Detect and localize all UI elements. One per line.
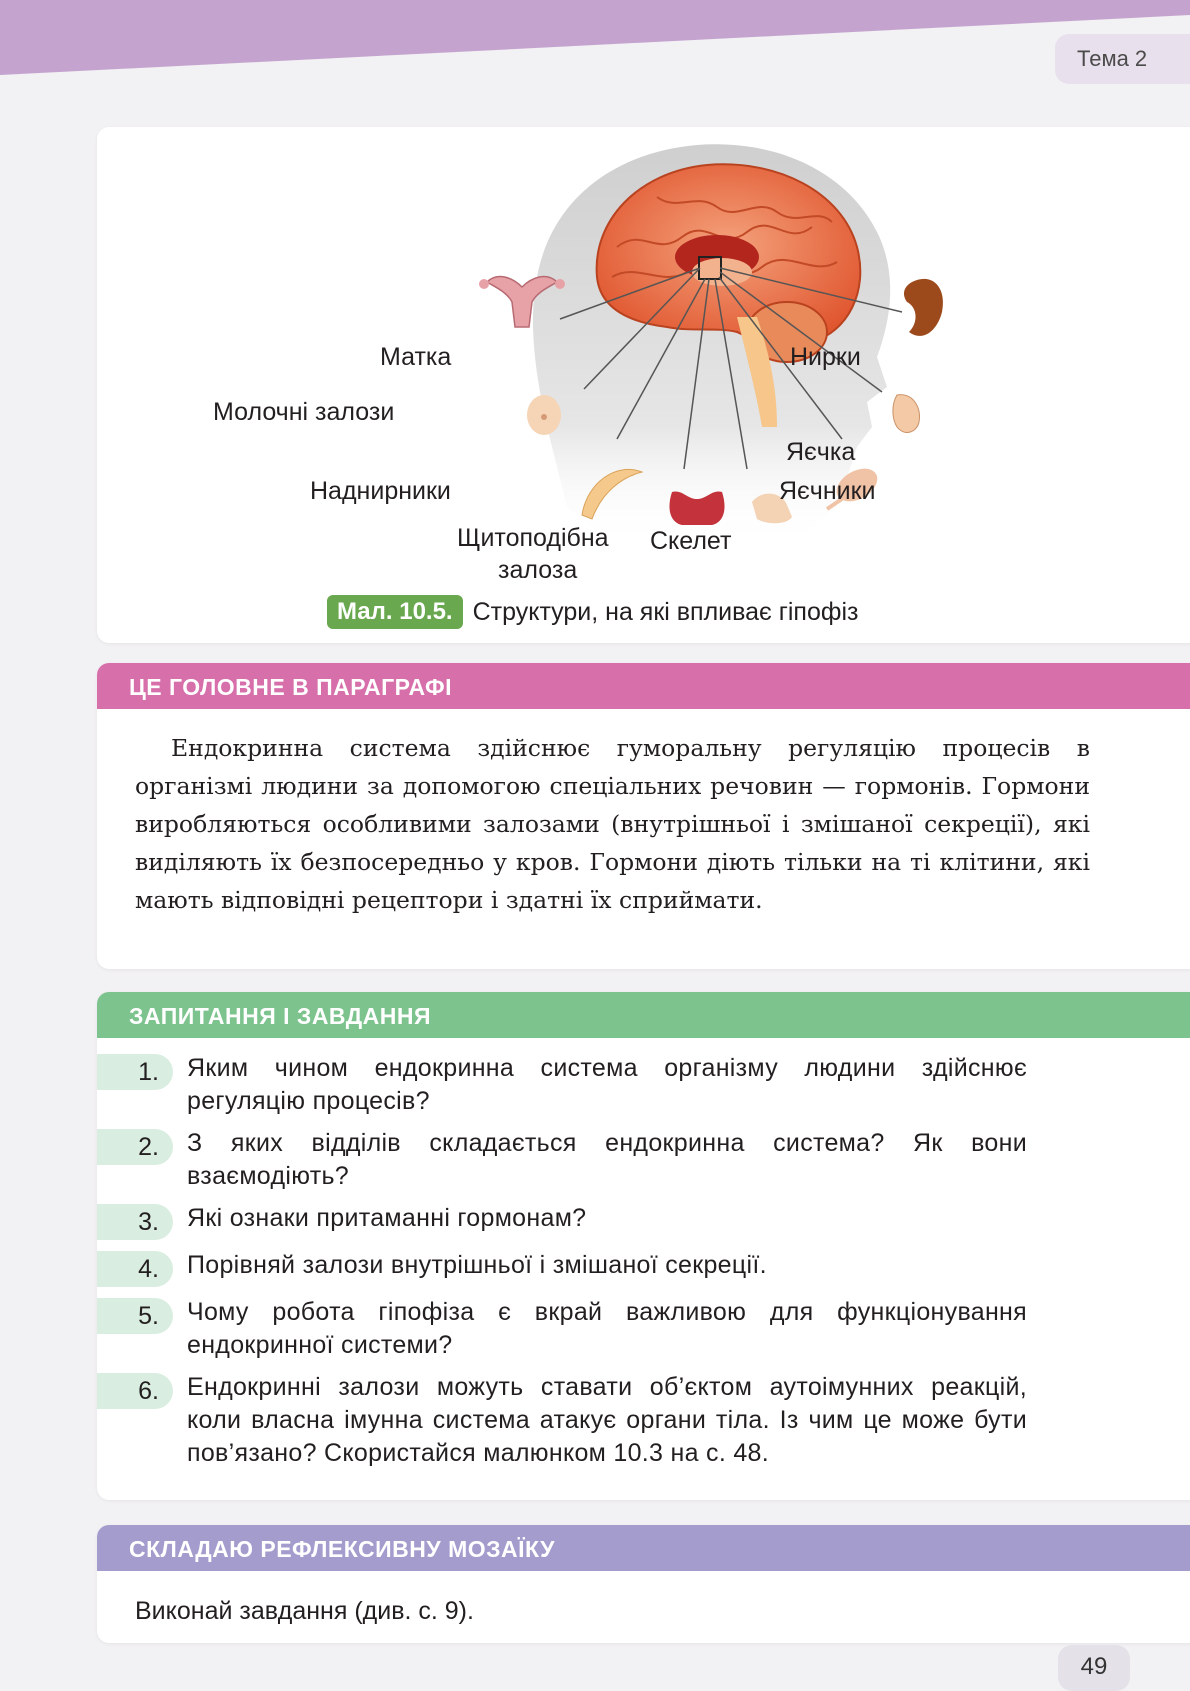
question-number: 4. <box>97 1251 173 1287</box>
question-number: 3. <box>97 1204 173 1240</box>
topic-tab: Тема 2 <box>1055 34 1190 84</box>
label-testes: Яєчка <box>786 438 856 466</box>
caption-text: Структури, на які впливає гіпофіз <box>472 597 859 626</box>
questions-card <box>97 992 1190 1500</box>
question-text: Ендокринні залози можуть ставати об’єктом аутоімунних реакцій, коли власна імунна система атакує органи тіла. Із чим це може бути пов’язано? Скористайся малюнком 10.3 на с. 48. <box>187 1373 1027 1467</box>
label-kidneys: Нирки <box>790 343 861 371</box>
page-number: 49 <box>1058 1645 1130 1691</box>
label-uterus: Матка <box>380 343 452 371</box>
label-mammary: Молочні залози <box>213 398 395 426</box>
summary-header: ЦЕ ГОЛОВНЕ В ПАРАГРАФІ <box>97 663 1190 709</box>
label-skeleton: Скелет <box>650 527 732 555</box>
question-item <box>97 1202 1190 1240</box>
mosaic-text: Виконай завдання (див. с. 9). <box>135 1597 474 1625</box>
kidney-icon <box>904 279 943 336</box>
figure-card <box>97 127 1190 643</box>
question-item <box>97 1249 1190 1287</box>
top-decor-band <box>0 0 1190 75</box>
mosaic-header: СКЛАДАЮ РЕФЛЕКСИВНУ МОЗАЇКУ <box>97 1525 1190 1571</box>
question-text: З яких відділів складається ендокринна система? Як вони взаємодіють? <box>187 1129 1027 1190</box>
questions-header: ЗАПИТАННЯ І ЗАВДАННЯ <box>97 992 1190 1038</box>
label-ovaries: Яєчники <box>779 477 876 505</box>
summary-card <box>97 663 1190 969</box>
question-number: 6. <box>97 1373 173 1409</box>
question-text: Порівняй залози внутрішньої і змішаної секреції. <box>187 1251 767 1279</box>
question-item <box>97 1296 1190 1362</box>
questions-list <box>97 1052 1190 1479</box>
question-text: Чому робота гіпофіза є вкрай важливою для функціонування ендокринної системи? <box>187 1298 1027 1359</box>
question-text: Яким чином ендокринна система організму людини здійснює регуляцію процесів? <box>187 1054 1027 1115</box>
mosaic-card <box>97 1525 1190 1643</box>
question-item <box>97 1127 1190 1193</box>
question-item <box>97 1371 1190 1470</box>
figure-caption <box>327 595 858 629</box>
question-item <box>97 1052 1190 1118</box>
question-text: Які ознаки притаманні гормонам? <box>187 1204 587 1232</box>
testes-icon <box>893 395 920 433</box>
label-thyroid-1: Щитоподібна <box>457 524 609 552</box>
label-adrenal: Наднирники <box>310 477 451 505</box>
label-thyroid-2: залоза <box>498 556 578 584</box>
question-number: 1. <box>97 1054 173 1090</box>
question-number: 5. <box>97 1298 173 1334</box>
endocrine-illustration <box>97 127 1190 597</box>
summary-text: Ендокринна система здійснює гуморальну регуляцію процесів в організмі людини за допомогою спеціальних речовин — гормонів. Гормони виробляються особливими залозами (внутрішньої і змішаної секреції), які виділяють їх безпосередньо у кров. Гормони діють тільки на ті клітини, які мають відповідні рецептори і здатні їх сприймати. <box>135 734 1090 914</box>
question-number: 2. <box>97 1129 173 1165</box>
caption-tag: Мал. 10.5. <box>327 595 463 629</box>
